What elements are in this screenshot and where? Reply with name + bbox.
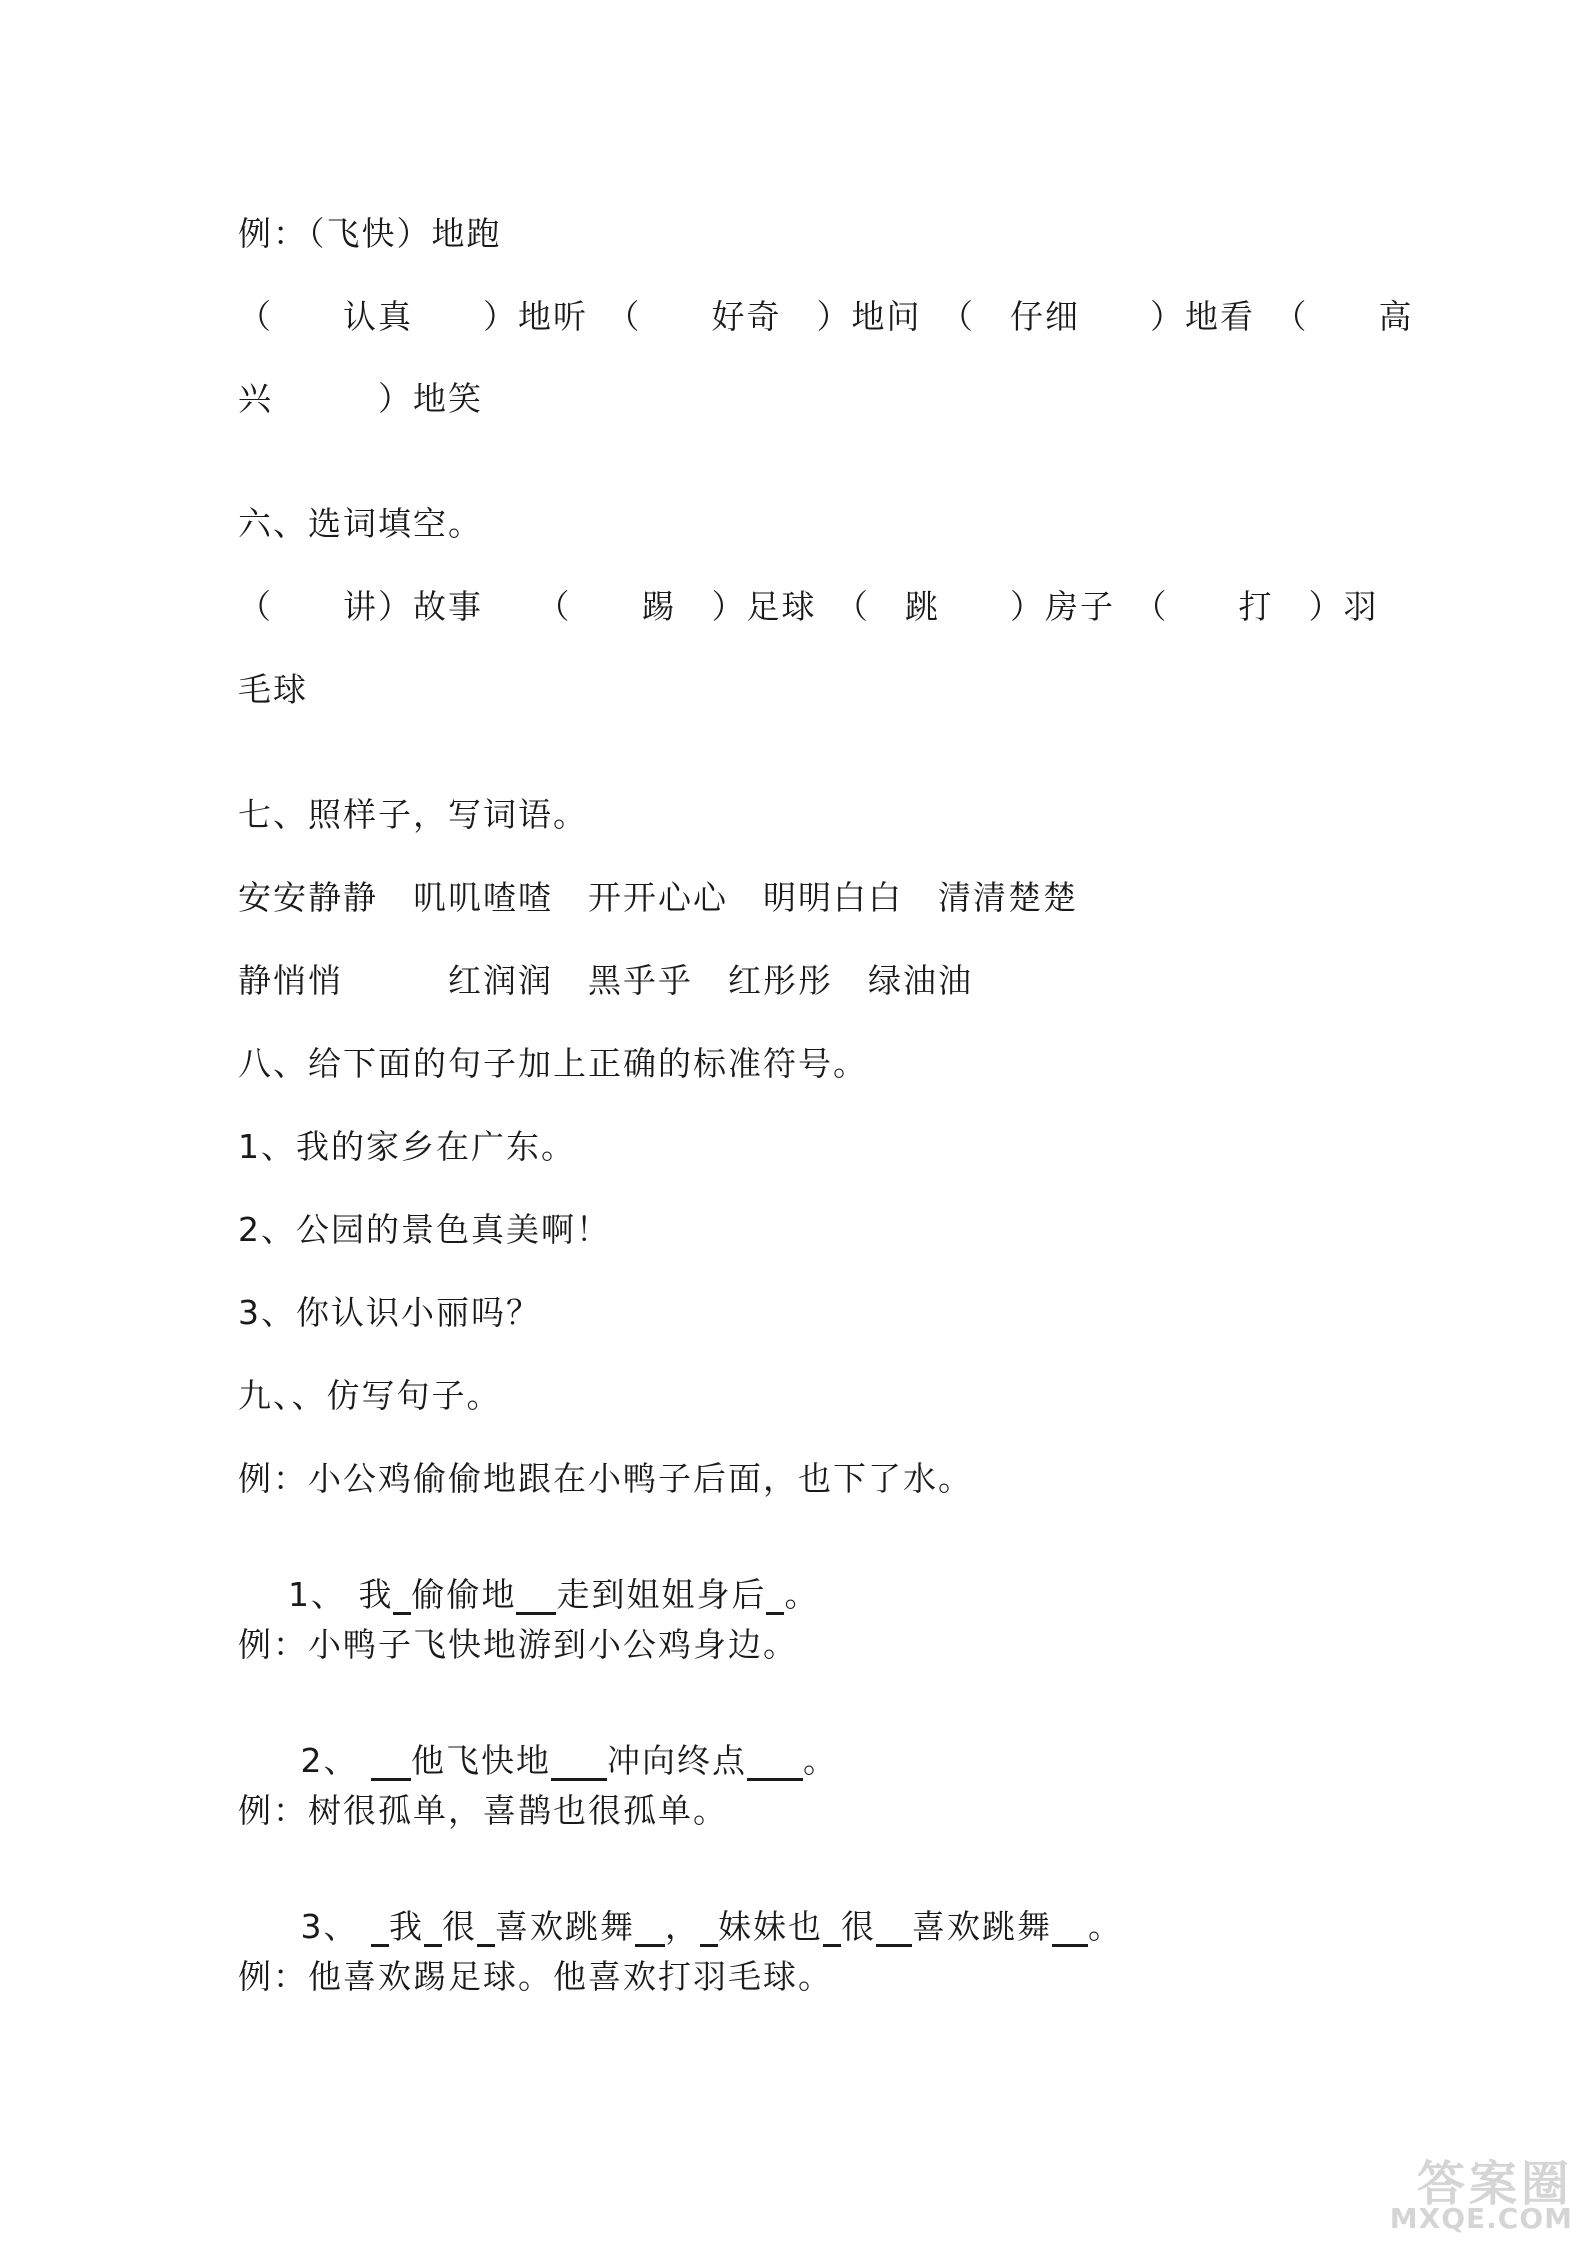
imitation-3-end: 。 bbox=[1087, 1907, 1123, 1946]
imitation-2-seg1: 他飞快地 bbox=[410, 1741, 551, 1780]
blank bbox=[1052, 1910, 1088, 1947]
fill-verb-line: （ 讲）故事 （ 踢 ）足球 （ 跳 ）房子 （ 打 ）羽 bbox=[238, 587, 1379, 626]
aabb-words-line: 安安静静 叽叽喳喳 开开心心 明明白白 清清楚楚 bbox=[238, 878, 1078, 917]
section-9-heading: 九、、仿写句子。 bbox=[238, 1376, 502, 1415]
blank bbox=[823, 1910, 841, 1947]
blank bbox=[700, 1910, 718, 1947]
blank bbox=[635, 1910, 665, 1947]
imitation-2-end: 。 bbox=[802, 1741, 838, 1780]
imitation-2-prefix: 2、 bbox=[287, 1741, 371, 1780]
imitation-1-seg2: 走到姐姐身后 bbox=[556, 1575, 767, 1614]
blank bbox=[516, 1578, 556, 1615]
imitation-3-seg5: 很 bbox=[840, 1907, 876, 1946]
sentence-3: 3、你认识小丽吗？ bbox=[238, 1293, 541, 1332]
blank bbox=[393, 1578, 411, 1615]
imitation-3-seg3: 喜欢跳舞 bbox=[494, 1907, 635, 1946]
sentence-2: 2、公园的景色真美啊！ bbox=[238, 1210, 611, 1249]
blank bbox=[876, 1910, 912, 1947]
abb-words-line: 静悄悄 红润润 黑乎乎 红彤彤 绿油油 bbox=[238, 961, 973, 1000]
example-sentence-4: 例：他喜欢踢足球。他喜欢打羽毛球。 bbox=[238, 1957, 833, 1996]
section-8-heading: 八、给下面的句子加上正确的标准符号。 bbox=[238, 1044, 868, 1083]
example-sentence-3: 例：树很孤单，喜鹊也很孤单。 bbox=[238, 1791, 728, 1830]
example-line-1: 例：（飞快）地跑 bbox=[238, 214, 502, 253]
imitation-3-prefix: 3、 bbox=[287, 1907, 371, 1946]
example-sentence-1: 例：小公鸡偷偷地跟在小鸭子后面，也下了水。 bbox=[238, 1459, 973, 1498]
imitation-2-seg2: 冲向终点 bbox=[606, 1741, 747, 1780]
section-7-heading: 七、照样子，写词语。 bbox=[238, 795, 588, 834]
blank bbox=[424, 1910, 442, 1947]
section-6-heading: 六、选词填空。 bbox=[238, 504, 483, 543]
imitation-3-seg1: 我 bbox=[388, 1907, 424, 1946]
blank bbox=[766, 1578, 784, 1615]
watermark-logo bbox=[1343, 2145, 1573, 2235]
example-sentence-2: 例：小鸭子飞快地游到小公鸡身边。 bbox=[238, 1625, 798, 1664]
imitation-1-end: 。 bbox=[784, 1575, 820, 1614]
imitation-3-seg4: 妹妹也 bbox=[717, 1907, 823, 1946]
imitation-1-seg1: 偷偷地 bbox=[411, 1575, 517, 1614]
blank bbox=[551, 1744, 607, 1781]
imitation-3-seg6: 喜欢跳舞 bbox=[911, 1907, 1052, 1946]
fill-adverb-line: （ 认真 ）地听 （ 好奇 ）地问 （ 仔细 ）地看 （ 高 bbox=[238, 297, 1414, 336]
watermark-title: 答案圈 bbox=[1416, 2156, 1573, 2212]
blank bbox=[371, 1744, 411, 1781]
fill-verb-line-cont: 毛球 bbox=[238, 670, 308, 709]
blank bbox=[371, 1910, 389, 1947]
imitation-3-seg2: 很 bbox=[441, 1907, 477, 1946]
imitation-1-prefix: 1、 我 bbox=[287, 1575, 394, 1614]
sentence-1: 1、我的家乡在广东。 bbox=[238, 1127, 576, 1166]
watermark-url: MXQE.COM bbox=[1389, 2202, 1573, 2235]
blank bbox=[747, 1744, 803, 1781]
blank bbox=[477, 1910, 495, 1947]
fill-adverb-line-cont: 兴 ）地笑 bbox=[238, 379, 483, 418]
imitation-3-comma: ， bbox=[664, 1907, 700, 1946]
